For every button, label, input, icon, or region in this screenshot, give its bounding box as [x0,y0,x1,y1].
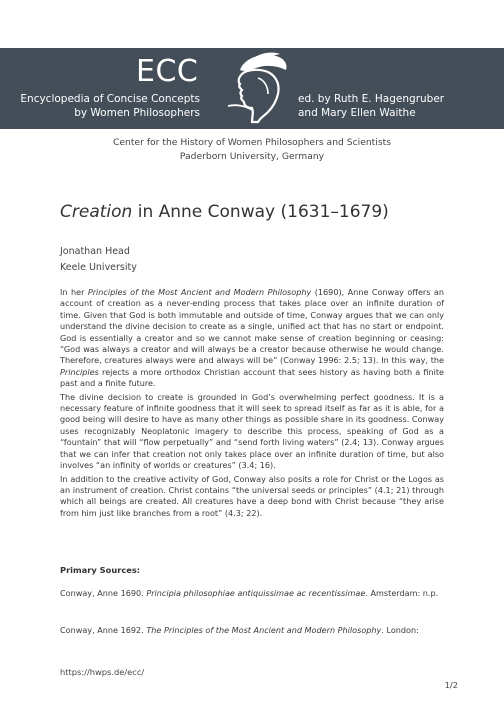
ref1-publisher: . Amsterdam: n.p. [365,588,439,598]
ref2-publisher: . London: [381,625,419,635]
reference-2 [60,624,444,636]
footer-url-link[interactable]: https://hwps.de/ecc/ [60,667,145,677]
primary-sources-heading: Primary Sources: [60,565,141,575]
editors-line1: ed. by Ruth E. Hagengruber [298,93,445,105]
institution-block [0,136,504,164]
institution-line2: Paderborn University, Germany [179,151,325,162]
article-body [60,287,444,521]
article-title-rest: in Anne Conway (1631–1679) [132,202,389,222]
paragraph-2: The divine decision to create is grounded in God’s overwhelming perfect goodness. It is a necessary feature of infinite goodness that it will seek to spread itself as far as it is able, for a good being will desire to have as many other things as possible share in its goodness. Conway uses recognizably Neoplatonic imagery to describe this process, speaking of God as a “fountain” that will “flow perpetually” and “send forth living waters” (2.4; 13). Conway argues that we can infer that creation not only takes place over an infinite duration of time, but also involves “an infinity of worlds or creatures” (3.4; 16). [60,391,444,471]
reference-1 [60,587,444,599]
ref1-title: Principia philosophiae antiquissimae ac recentissimae [146,588,366,598]
author-affiliation: Keele University [60,262,137,273]
editors-line2: and Mary Ellen Waithe [298,107,416,119]
p1-work-short-title: Principles [60,366,99,377]
ref2-title: The Principles of the Most Ancient and Modern Philosophy [146,625,382,635]
paragraph-3: In addition to the creative activity of God, Conway also posits a role for Christ or the Logos as an instrument of creation. Christ contains “the universal seeds or principles” (4.1; 21) through which all beings are created. All creatures have a deep bond with Christ because “they arise from him just like branches from a root” (4.3; 22). [60,473,444,518]
classical-profile-logo-icon [218,50,294,128]
ecc-subtitle-line2: by Women Philosophers [74,107,200,119]
p1-text-c: rejects a more orthodox Christian account that sees history as having both a finite past and a finite future. [60,366,444,389]
ref2-author: Conway, Anne 1692. [60,625,147,635]
ecc-subtitle-line1: Encyclopedia of Concise Concepts [20,93,200,105]
p1-text-a: In her [60,287,88,297]
institution-line1: Center for the History of Women Philosophers and Scientists [112,137,392,148]
ecc-acronym: ECC [136,54,199,89]
p1-work-title: Principles of the Most Ancient and Modern Philosophy [87,287,312,297]
author-block [60,244,137,276]
header-banner [0,48,504,129]
paragraph-1 [60,287,444,390]
author-name: Jonathan Head [60,246,130,257]
p1-text-b: (1690), Anne Conway offers an account of creation as a never-ending process that takes place over an infinite duration of time. Given that God is both immutable and outside of time, Conway argues that we can only understand the divine decision to create as a single, unified act that has no start or endpoint. God is essentially a creator and so we cannot make sense of creation beginning or ceasing: “God was always a creator and will always be a creator because otherwise he would change. Therefore, creatures always were and always will be” (Conway 1996: 2.5; 13). In this way, the [60,287,444,366]
ref1-author: Conway, Anne 1690. [60,588,147,598]
article-title-italic: Creation [60,202,133,222]
article-title [60,202,389,222]
page-number: 1/2 [444,680,458,690]
